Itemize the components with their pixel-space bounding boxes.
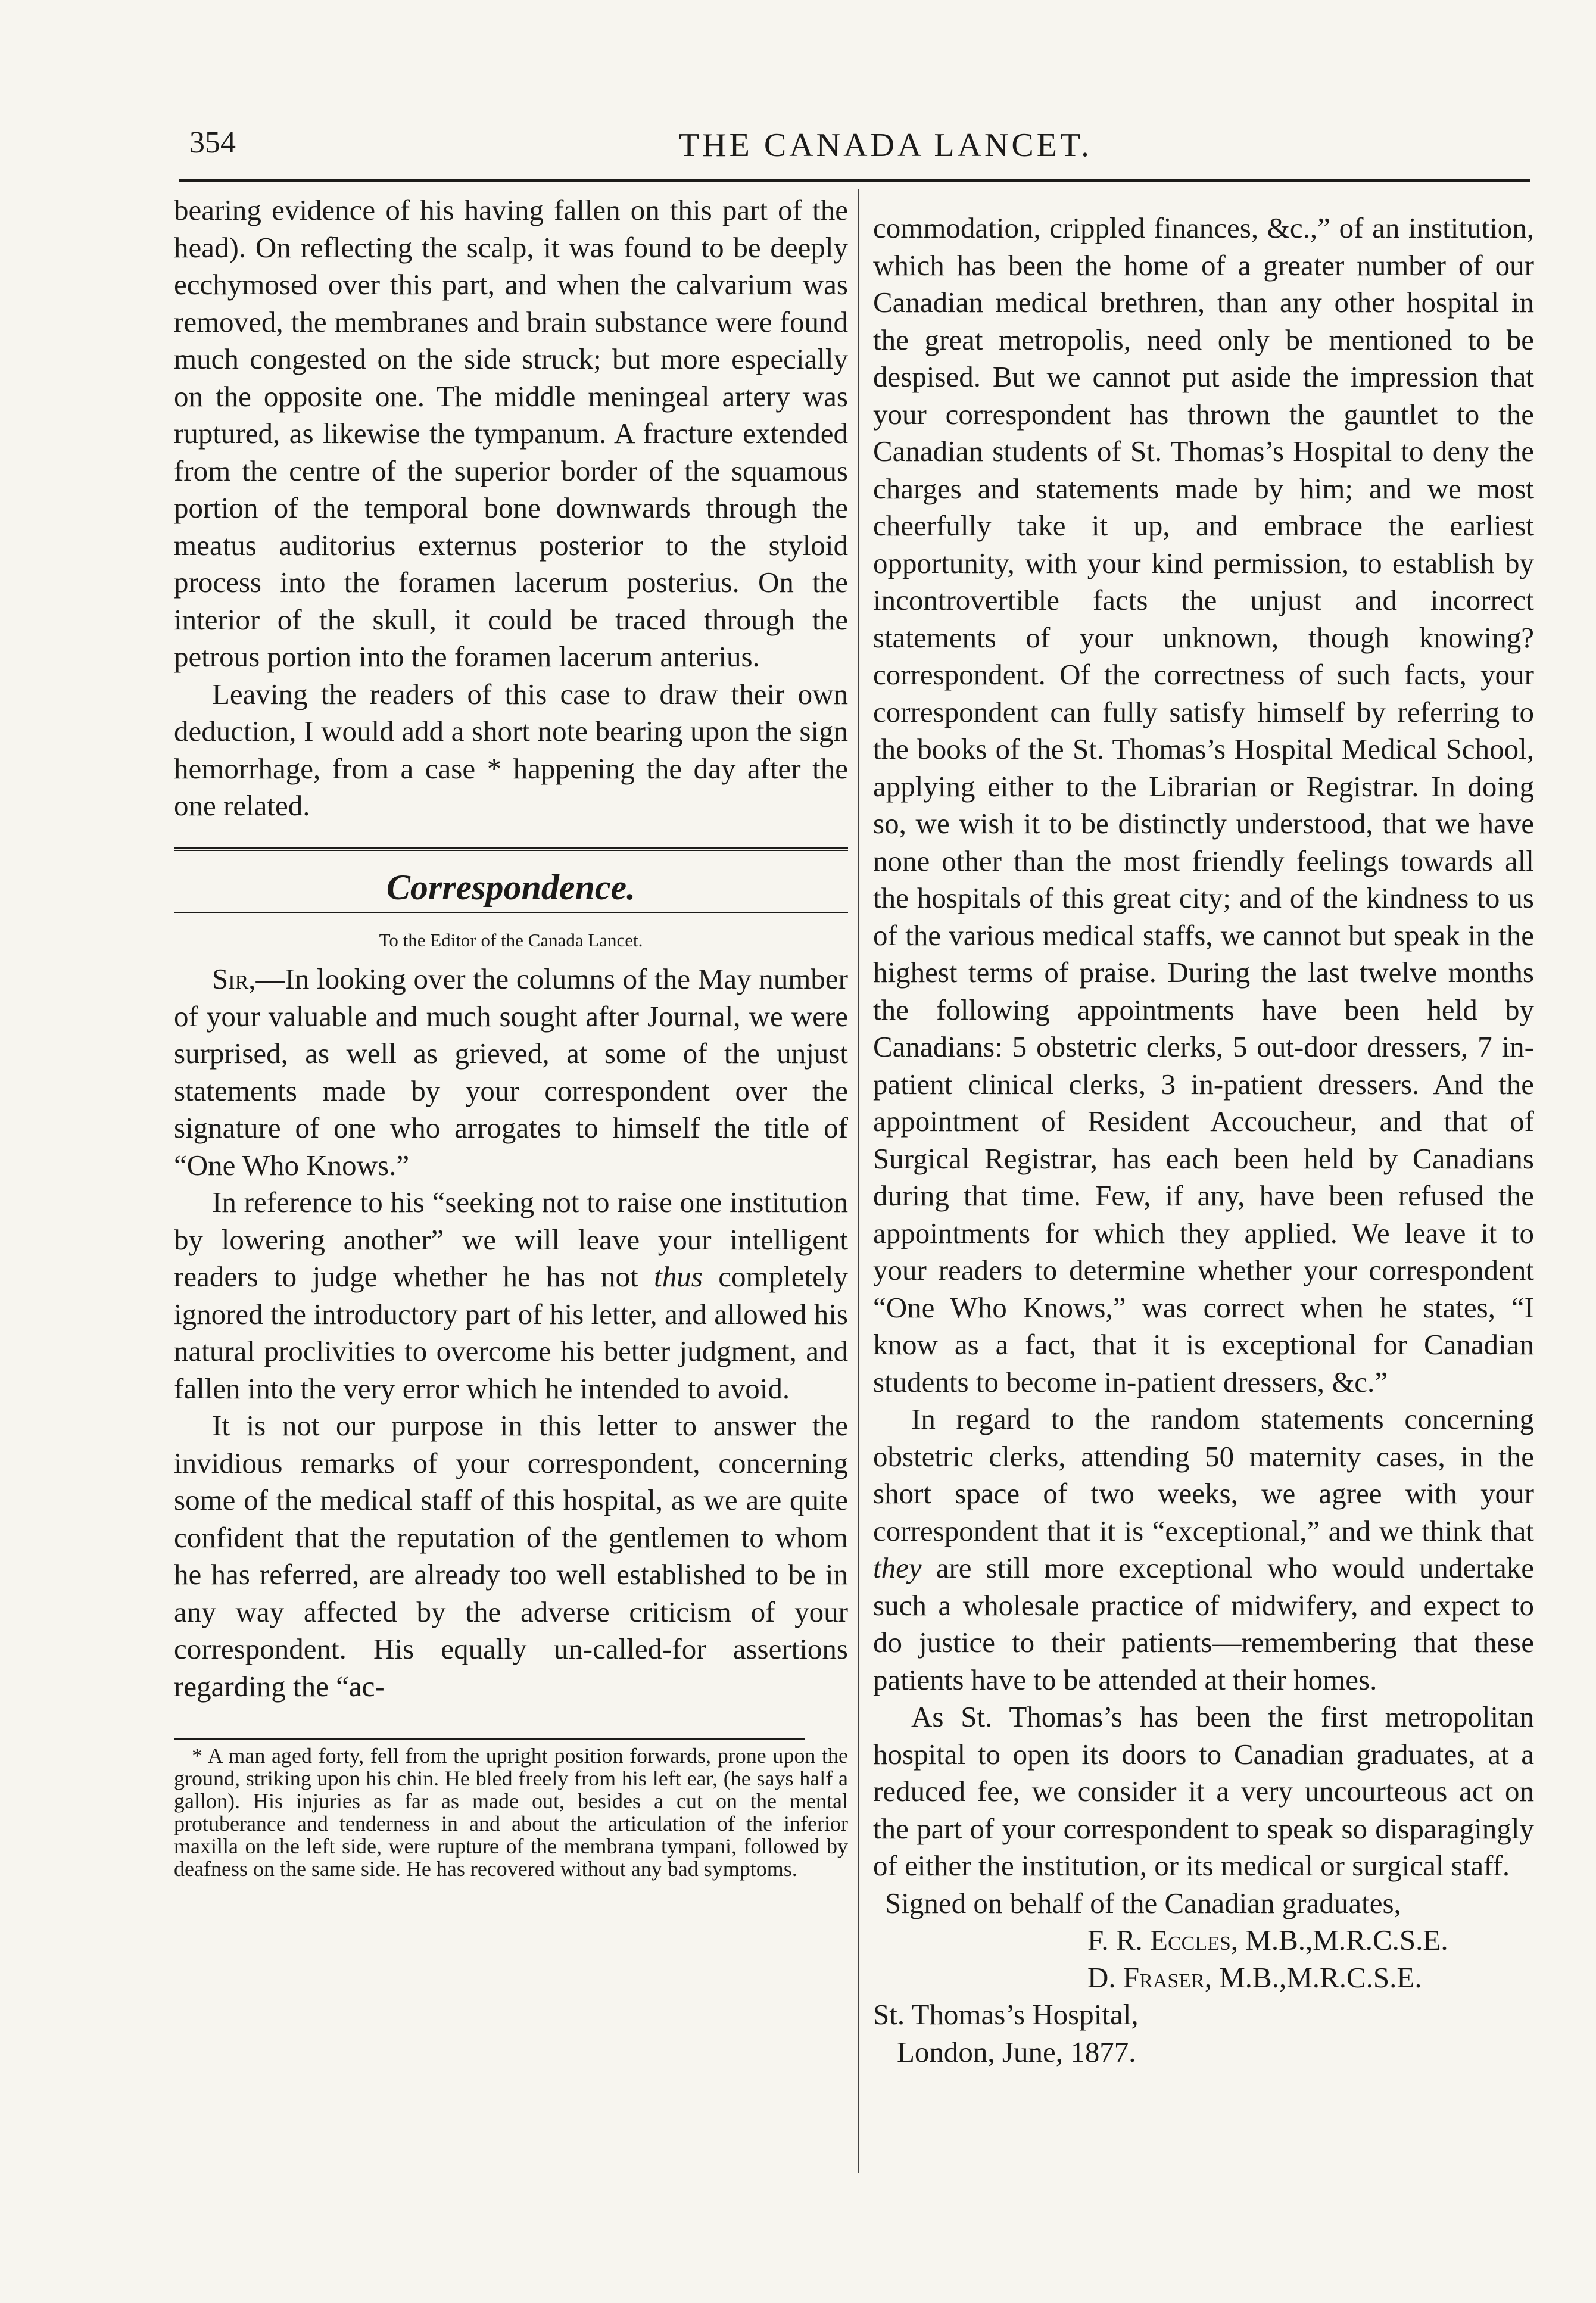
letter-paragraph-5-text-b: are still more exceptional who would undertake such a wholesale practice of midwifery, and expect to do justice to their patients—remembering that these patients have to be attended at their homes.: [873, 1551, 1534, 1696]
letter-salutation: Sir,: [212, 962, 256, 995]
letter-paragraph-2-text-a: In reference to his “seeking not to raise one institution by lowering another” we will leave your intelligent readers to judge whether he has not: [174, 1186, 848, 1293]
header-rule: [179, 179, 1530, 182]
signatory-2: [873, 1959, 1534, 1997]
letter-paragraph-5: [873, 1401, 1534, 1699]
letter-paragraph-2: [174, 1184, 848, 1407]
section-rule: [174, 847, 848, 851]
footnote-rule: [174, 1738, 805, 1740]
place-line: St. Thomas’s Hospital,: [873, 1998, 1139, 2031]
date-line: London, June, 1877.: [897, 2035, 1136, 2068]
letter-paragraph-3: It is not our purpose in this letter to answer the invidious remarks of your correspondent, concerning some of the medical staff of this hospital, as we are quite confident that the reputation of the gentlemen to whom he has referred, are already too well established to be in any way affected by the adverse criticism of your correspondent. His equally un-called-for assertions regarding the “ac-: [174, 1409, 848, 1703]
letter-paragraph-6: As St. Thomas’s has been the first metropolitan hospital to open its doors to Canadian graduates, at a reduced fee, we consider it a very uncourteous act on the part of your correspondent to speak so disparagingly of either the institution, or its medical or surgical staff.: [873, 1700, 1534, 1882]
running-title: THE CANADA LANCET.: [679, 127, 1093, 164]
signatory-1-name: Eccles,: [1150, 1924, 1238, 1956]
signatory-1-initials: F. R.: [1087, 1924, 1143, 1956]
letter-paragraph-1: [174, 961, 848, 1184]
heading-rule: [174, 912, 848, 913]
letter-paragraph-2-text-b: completely ignored the introductory part of his letter, and allowed his natural proclivities to overcome his better judgment, and fallen into the very error which he intended to avoid.: [174, 1260, 849, 1405]
signed-line: Signed on behalf of the Canadian graduates,: [885, 1886, 1401, 1919]
signatory-2-degrees: M.B.,M.R.C.S.E.: [1219, 1961, 1422, 1994]
signatory-1-degrees: M.B.,M.R.C.S.E.: [1245, 1924, 1448, 1956]
letter-paragraph-4: commodation, crippled finances, &c.,” of an institution, which has been the home of a greater number of our Canadian medical brethren, than any other hospital in the great metropolis, need only be mentioned to be despised. But we cannot put aside the impression that your correspondent has thrown the gauntlet to the Canadian students of St. Thomas’s Hospital to deny the charges and statements made by him; and we most cheerfully take it up, and embrace the earliest opportunity, with your kind permission, to establish by incontrovertible facts the unjust and incorrect statements of your unknown, though knowing? correspondent. Of the correctness of such facts, your correspondent can fully satisfy himself by referring to the books of the St. Thomas’s Hospital Medical School, applying either to the Librarian or Registrar. In doing so, we wish it to be distinctly understood, that we have none other than the most friendly feelings towards all the hospitals of this great city; and of the kindness to us of the various medical staffs, we cannot but speak in the highest terms of praise. During the last twelve months the following appointments have been held by Canadians: 5 obstetric clerks, 5 out-door dressers, 7 in-patient clinical clerks, 3 in-patient dressers. And the appointment of Resident Accoucheur, and that of Surgical Registrar, has each been held by Canadians during that time. Few, if any, have been refused the appointments for which they applied. We leave it to your readers to determine whether your correspondent “One Who Knows,” was correct when he states, “I know as a fact, that it is exceptional for Canadian students to become in-patient dressers, &c.”: [873, 211, 1534, 1398]
page-number: 354: [189, 126, 236, 160]
signatory-2-initials: D.: [1087, 1961, 1116, 1994]
letter-paragraph-1-text: —In looking over the columns of the May number of your valuable and much sought after Journal, we were surprised, as well as grieved, at some of the unjust statements made by your correspondent over the signature of one who arrogates to himself the title of “One Who Knows.”: [174, 962, 848, 1182]
case-paragraph: bearing evidence of his having fallen on this part of the head). On reflecting the scalp, it was found to be deeply ecchymosed over this part, and when the calvarium was removed, the membranes and brain substance were found much congested on the side struck; but more especially on the opposite one. The middle meningeal artery was ruptured, as likewise the tympanum. A fracture extended from the centre of the superior border of the squamous portion of the temporal bone downwards through the meatus auditorius externus posterior to the styloid process into the foramen lacerum posterius. On the interior of the skull, it could be traced through the petrous portion into the foramen lacerum anterius.: [174, 194, 848, 673]
left-column: [174, 192, 848, 1880]
letter-paragraph-5-text-a: In regard to the random statements concerning obstetric clerks, attending 50 maternity cases, in the short space of two weeks, we agree with your correspondent that it is “exceptional,” and we think that: [873, 1403, 1534, 1547]
closing-paragraph: Leaving the readers of this case to draw their own deduction, I would add a short note bearing upon the sign hemorrhage, from a case * happening the day after the one related.: [174, 677, 848, 822]
letter-paragraph-2-emphasis: thus: [654, 1260, 703, 1293]
footnote: * A man aged forty, fell from the upright position forwards, prone upon the ground, striking upon his chin. He bled freely from his left ear, (he says half a gallon). His injuries as far as made out, besides a cut on the mental protuberance and tenderness in and about the articulation of the inferior maxilla on the left side, were rupture of the membrana tympani, followed by deafness on the same side. He has recovered without any bad symptoms.: [174, 1744, 848, 1881]
column-divider: [858, 189, 859, 2173]
right-column: [873, 210, 1534, 2071]
letter-paragraph-5-emphasis: they: [873, 1551, 922, 1584]
section-heading: Correspondence.: [386, 867, 636, 907]
signatory-1: [873, 1922, 1534, 1959]
to-editor-line: To the Editor of the Canada Lancet.: [379, 930, 643, 951]
signatory-2-name: Fraser,: [1123, 1961, 1212, 1994]
